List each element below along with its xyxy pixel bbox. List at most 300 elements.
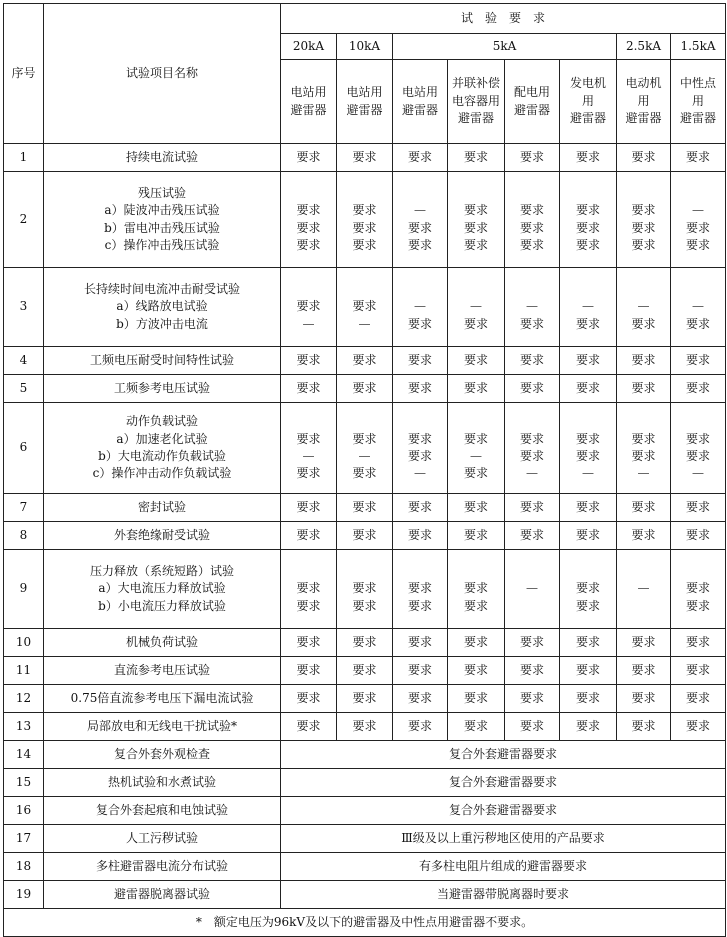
requirement-text: 要求	[352, 380, 377, 395]
requirement-cell	[617, 522, 671, 550]
requirement-text: 要求	[296, 149, 321, 164]
not-required-dash: —	[692, 203, 704, 218]
requirement-cell	[393, 550, 448, 629]
requirement-text: 要求	[631, 499, 656, 514]
requirement-text: 要求	[463, 220, 488, 235]
requirement-text: 要求	[296, 352, 321, 367]
requirement-text: 要求	[631, 449, 656, 463]
requirement-cell	[617, 685, 671, 713]
requirement-text: 要求	[407, 352, 432, 367]
requirement-cell	[337, 685, 393, 713]
table-row	[4, 403, 726, 494]
table-row	[4, 769, 726, 797]
row-number: 10	[4, 629, 44, 657]
requirement-blank	[393, 563, 447, 580]
test-item-subitem: b）小电流压力释放试验	[98, 598, 226, 613]
header-arrester-type	[671, 60, 726, 144]
requirement-cell	[448, 144, 505, 172]
requirement-cell	[505, 268, 560, 347]
test-item-name	[44, 522, 281, 550]
requirement-blank	[337, 563, 392, 580]
footnote: * 额定电压为96kV及以下的避雷器及中性点用避雷器不要求。	[4, 909, 726, 937]
requirement-text: 要求	[407, 634, 432, 649]
requirement-cell	[617, 550, 671, 629]
requirement-cell	[448, 494, 505, 522]
requirement-text: 要求	[685, 581, 710, 596]
requirement-text: 要求	[685, 634, 710, 649]
requirement-text: 要求	[575, 380, 600, 395]
test-item-name	[44, 268, 281, 347]
requirement-cell	[671, 522, 726, 550]
requirement-text: 要求	[631, 718, 656, 733]
requirement-blank	[281, 185, 336, 202]
header-arrester-type-line: 用	[637, 93, 650, 108]
requirement-cell	[671, 403, 726, 494]
test-item-name	[44, 713, 281, 741]
requirement-text: 要求	[407, 662, 432, 677]
requirement-blank	[393, 281, 447, 298]
requirement-text: 要求	[463, 237, 488, 252]
requirement-text: 要求	[631, 149, 656, 164]
requirement-text: 要求	[407, 220, 432, 235]
table-row	[4, 347, 726, 375]
requirement-cell	[281, 494, 337, 522]
header-current-1-5ka: 1.5kA	[671, 34, 726, 60]
requirement-text: 要求	[519, 237, 544, 252]
requirement-text: 要求	[296, 431, 321, 446]
requirement-blank	[671, 563, 725, 580]
requirement-text: 要求	[296, 220, 321, 235]
requirement-cell	[505, 685, 560, 713]
requirement-cell	[505, 172, 560, 268]
requirement-text: 要求	[575, 352, 600, 367]
test-requirements-table	[3, 3, 726, 937]
requirement-blank	[448, 281, 504, 298]
requirement-text: 要求	[685, 499, 710, 514]
requirement-note: Ⅲ级及以上重污秽地区使用的产品要求	[281, 825, 726, 853]
header-item-name: 试验项目名称	[44, 4, 281, 144]
header-arrester-type	[448, 60, 505, 144]
requirement-blank	[560, 185, 616, 202]
header-arrester-type	[560, 60, 617, 144]
requirement-cell	[560, 347, 617, 375]
requirement-text: 要求	[463, 352, 488, 367]
requirement-cell	[448, 268, 505, 347]
requirement-cell	[393, 403, 448, 494]
test-item-name	[44, 797, 281, 825]
requirement-blank	[505, 281, 559, 298]
row-number: 1	[4, 144, 44, 172]
requirement-cell	[281, 713, 337, 741]
test-item-name	[44, 825, 281, 853]
row-number: 6	[4, 403, 44, 494]
requirement-text: 要求	[352, 149, 377, 164]
footnote-row	[4, 909, 726, 937]
test-item-subitem: b）方波冲击电流	[116, 316, 208, 331]
header-arrester-type	[281, 60, 337, 144]
requirement-cell	[337, 713, 393, 741]
row-number: 17	[4, 825, 44, 853]
test-item-name	[44, 881, 281, 909]
requirement-cell	[671, 550, 726, 629]
requirement-text: 要求	[407, 718, 432, 733]
test-item-name	[44, 853, 281, 881]
test-item-title: 复合外套起痕和电蚀试验	[95, 802, 228, 817]
not-required-dash: —	[470, 299, 482, 314]
test-item-name	[44, 657, 281, 685]
requirement-blank	[560, 281, 616, 298]
requirement-cell	[448, 172, 505, 268]
requirement-text: 要求	[631, 237, 656, 252]
requirement-text: 要求	[463, 527, 488, 542]
not-required-dash: —	[358, 316, 371, 331]
requirement-blank	[505, 185, 559, 202]
requirement-text: 要求	[352, 431, 377, 446]
requirement-cell	[337, 494, 393, 522]
requirement-text: 要求	[519, 220, 544, 235]
requirement-text: 要求	[575, 634, 600, 649]
requirement-cell	[617, 629, 671, 657]
requirement-text: 要求	[296, 203, 321, 218]
requirement-blank	[281, 281, 336, 298]
test-item-name	[44, 403, 281, 494]
requirement-note: 复合外套避雷器要求	[281, 769, 726, 797]
requirement-text: 要求	[407, 527, 432, 542]
requirement-text: 要求	[407, 149, 432, 164]
requirement-blank	[337, 185, 392, 202]
table-row	[4, 375, 726, 403]
header-arrester-type	[393, 60, 448, 144]
header-arrester-type-line: 并联补偿	[451, 76, 500, 91]
row-number: 9	[4, 550, 44, 629]
requirement-text: 要求	[407, 499, 432, 514]
test-item-title: 压力释放（系统短路）试验	[89, 563, 234, 578]
requirement-cell	[617, 172, 671, 268]
requirement-text: 要求	[296, 466, 321, 481]
requirement-text: 要求	[352, 527, 377, 542]
not-required-dash: —	[526, 299, 538, 314]
requirement-text: 要求	[519, 449, 544, 463]
requirement-text: 要求	[296, 527, 321, 542]
requirement-cell	[560, 403, 617, 494]
header-arrester-type-line: 避雷器	[401, 102, 438, 117]
requirement-blank	[671, 281, 725, 298]
row-number: 5	[4, 375, 44, 403]
requirement-blank	[337, 281, 392, 298]
row-number: 2	[4, 172, 44, 268]
requirement-text: 要求	[575, 203, 600, 218]
requirement-text: 要求	[685, 449, 710, 463]
requirement-cell	[393, 522, 448, 550]
requirement-text: 要求	[575, 499, 600, 514]
requirement-cell	[337, 144, 393, 172]
row-number: 18	[4, 853, 44, 881]
test-item-title: 避雷器脱离器试验	[113, 886, 210, 901]
header-arrester-type-line: 避雷器	[569, 111, 606, 126]
requirement-text: 要求	[463, 718, 488, 733]
header-arrester-type-line: 发电机	[569, 76, 606, 91]
requirement-cell	[448, 375, 505, 403]
not-required-dash: —	[358, 449, 371, 463]
requirement-cell	[448, 550, 505, 629]
test-item-subitem: a）大电流压力释放试验	[98, 581, 226, 596]
requirement-cell	[281, 375, 337, 403]
requirement-cell	[281, 347, 337, 375]
requirement-cell	[448, 713, 505, 741]
requirement-cell	[617, 144, 671, 172]
requirement-blank	[617, 413, 670, 430]
requirement-cell	[337, 375, 393, 403]
header-arrester-type-line: 中性点	[679, 76, 716, 91]
requirement-cell	[281, 522, 337, 550]
test-item-title: 复合外套外观检查	[113, 746, 210, 761]
requirement-text: 要求	[463, 499, 488, 514]
requirement-cell	[617, 347, 671, 375]
requirement-cell	[505, 144, 560, 172]
requirement-text: 要求	[352, 690, 377, 705]
header-arrester-type	[337, 60, 393, 144]
requirement-cell	[281, 144, 337, 172]
test-item-title: 工频电压耐受时间特性试验	[89, 352, 234, 367]
requirement-text: 要求	[463, 598, 488, 613]
requirement-text: 要求	[463, 380, 488, 395]
requirement-cell	[337, 629, 393, 657]
requirement-text: 要求	[463, 431, 488, 446]
requirement-cell	[393, 375, 448, 403]
header-arrester-type-line: 配电用	[513, 85, 550, 100]
requirement-cell	[560, 375, 617, 403]
requirement-text: 要求	[685, 149, 710, 164]
requirement-cell	[281, 685, 337, 713]
requirement-cell	[393, 685, 448, 713]
requirement-text: 要求	[575, 237, 600, 252]
requirement-text: 要求	[519, 690, 544, 705]
not-required-dash: —	[692, 466, 704, 481]
header-arrester-type	[617, 60, 671, 144]
requirement-text: 要求	[685, 598, 710, 613]
requirement-cell	[393, 347, 448, 375]
requirement-blank	[560, 413, 616, 430]
not-required-dash: —	[414, 299, 426, 314]
requirement-blank	[671, 413, 725, 430]
requirement-cell	[505, 403, 560, 494]
requirement-blank	[393, 413, 447, 430]
requirement-text: 要求	[352, 581, 377, 596]
requirement-text: 要求	[352, 598, 377, 613]
requirement-cell	[337, 172, 393, 268]
requirement-note: 复合外套避雷器要求	[281, 741, 726, 769]
header-arrester-type-line: 电容器用	[451, 93, 500, 108]
requirement-text: 要求	[296, 299, 321, 314]
not-required-dash: —	[470, 449, 482, 463]
test-item-subitem: a）陡波冲击残压试验	[104, 203, 220, 218]
requirement-cell	[560, 494, 617, 522]
not-required-dash: —	[637, 299, 650, 314]
requirement-cell	[337, 550, 393, 629]
requirement-cell	[337, 268, 393, 347]
requirement-text: 要求	[296, 634, 321, 649]
test-item-subitem: b）雷电冲击残压试验	[104, 220, 220, 235]
test-item-name	[44, 685, 281, 713]
table-row	[4, 550, 726, 629]
test-item-title: 人工污秽试验	[125, 830, 198, 845]
requirement-cell	[393, 713, 448, 741]
requirement-cell	[393, 494, 448, 522]
requirement-text: 要求	[519, 352, 544, 367]
requirement-cell	[281, 550, 337, 629]
requirement-cell	[505, 522, 560, 550]
requirement-note: 有多柱电阻片组成的避雷器要求	[281, 853, 726, 881]
requirement-blank	[671, 185, 725, 202]
table-row	[4, 741, 726, 769]
requirement-text: 要求	[463, 662, 488, 677]
requirement-cell	[337, 347, 393, 375]
requirement-text: 要求	[575, 316, 600, 331]
requirement-text: 要求	[352, 299, 377, 314]
requirement-text: 要求	[519, 527, 544, 542]
requirement-text: 要求	[631, 634, 656, 649]
requirement-cell	[393, 629, 448, 657]
requirement-text: 要求	[519, 718, 544, 733]
header-arrester-type-line: 避雷器	[625, 111, 662, 126]
test-item-name	[44, 172, 281, 268]
requirement-text: 要求	[519, 634, 544, 649]
requirement-cell	[617, 657, 671, 685]
requirement-text: 要求	[407, 581, 432, 596]
requirement-text: 要求	[296, 237, 321, 252]
header-arrester-type-line: 电动机	[625, 76, 662, 91]
requirement-text: 要求	[463, 690, 488, 705]
requirement-blank	[617, 185, 670, 202]
requirement-text: 要求	[296, 662, 321, 677]
table-row	[4, 713, 726, 741]
requirement-text: 要求	[519, 662, 544, 677]
requirement-text: 要求	[631, 662, 656, 677]
requirement-cell	[393, 657, 448, 685]
test-item-title: 工频参考电压试验	[113, 380, 210, 395]
requirement-text: 要求	[575, 149, 600, 164]
table-row	[4, 522, 726, 550]
not-required-dash: —	[582, 299, 594, 314]
requirement-blank	[505, 413, 559, 430]
not-required-dash: —	[582, 466, 594, 481]
table-row	[4, 853, 726, 881]
requirement-blank	[393, 185, 447, 202]
requirement-text: 要求	[463, 581, 488, 596]
requirement-blank	[448, 563, 504, 580]
requirement-cell	[448, 657, 505, 685]
header-arrester-type	[505, 60, 560, 144]
test-item-subitem: c）操作冲击动作负载试验	[92, 466, 232, 481]
requirement-cell	[671, 629, 726, 657]
requirement-text: 要求	[575, 581, 600, 596]
requirement-text: 要求	[352, 237, 377, 252]
table-row	[4, 881, 726, 909]
test-item-subitem: a）加速老化试验	[116, 431, 208, 446]
requirement-text: 要求	[352, 220, 377, 235]
requirement-text: 要求	[631, 352, 656, 367]
requirement-text: 要求	[463, 634, 488, 649]
requirement-text: 要求	[352, 499, 377, 514]
requirement-cell	[448, 685, 505, 713]
header-requirement: 试 验 要 求	[281, 4, 726, 34]
requirement-text: 要求	[631, 690, 656, 705]
requirement-cell	[671, 685, 726, 713]
requirement-cell	[671, 494, 726, 522]
requirement-cell	[560, 657, 617, 685]
header-arrester-type-line: 避雷器	[457, 111, 494, 126]
not-required-dash: —	[302, 316, 315, 331]
requirement-cell	[393, 144, 448, 172]
header-current-2-5ka: 2.5kA	[617, 34, 671, 60]
requirement-text: 要求	[519, 203, 544, 218]
header-seq: 序号	[4, 4, 44, 144]
requirement-text: 要求	[575, 220, 600, 235]
requirement-text: 要求	[685, 662, 710, 677]
requirement-text: 要求	[296, 380, 321, 395]
table-row	[4, 825, 726, 853]
requirement-cell	[505, 494, 560, 522]
requirement-text: 要求	[685, 316, 710, 331]
requirement-cell	[448, 347, 505, 375]
requirement-cell	[671, 144, 726, 172]
requirement-text: 要求	[296, 690, 321, 705]
requirement-text: 要求	[519, 431, 544, 446]
requirement-cell	[448, 629, 505, 657]
test-item-name	[44, 144, 281, 172]
requirement-text: 要求	[685, 352, 710, 367]
test-item-title: 残压试验	[137, 185, 186, 200]
requirement-cell	[617, 375, 671, 403]
requirement-text: 要求	[352, 352, 377, 367]
requirement-cell	[671, 172, 726, 268]
not-required-dash: —	[526, 466, 538, 481]
test-item-title: 外套绝缘耐受试验	[113, 527, 210, 542]
row-number: 16	[4, 797, 44, 825]
requirement-text: 要求	[631, 380, 656, 395]
requirement-blank	[337, 413, 392, 430]
table-row	[4, 268, 726, 347]
requirement-cell	[281, 268, 337, 347]
table-row	[4, 797, 726, 825]
test-item-title: 多柱避雷器电流分布试验	[95, 858, 228, 873]
requirement-text: 要求	[575, 431, 600, 446]
test-item-name	[44, 550, 281, 629]
header-arrester-type-line: 避雷器	[346, 102, 383, 117]
requirement-text: 要求	[631, 316, 656, 331]
requirement-note: 当避雷器带脱离器时要求	[281, 881, 726, 909]
requirement-blank	[281, 563, 336, 580]
test-item-name	[44, 494, 281, 522]
table-row	[4, 144, 726, 172]
test-item-title: 密封试验	[137, 499, 186, 514]
test-item-name	[44, 769, 281, 797]
table-row	[4, 685, 726, 713]
test-item-title: 直流参考电压试验	[113, 662, 210, 677]
requirement-text: 要求	[575, 718, 600, 733]
header-arrester-type-line: 用	[581, 93, 594, 108]
requirement-blank	[560, 563, 616, 580]
requirement-cell	[505, 375, 560, 403]
requirement-text: 要求	[519, 499, 544, 514]
requirement-cell	[560, 144, 617, 172]
requirement-text: 要求	[463, 149, 488, 164]
requirement-text: 要求	[685, 690, 710, 705]
requirement-text: 要求	[575, 527, 600, 542]
row-number: 11	[4, 657, 44, 685]
requirement-cell	[671, 657, 726, 685]
row-number: 12	[4, 685, 44, 713]
